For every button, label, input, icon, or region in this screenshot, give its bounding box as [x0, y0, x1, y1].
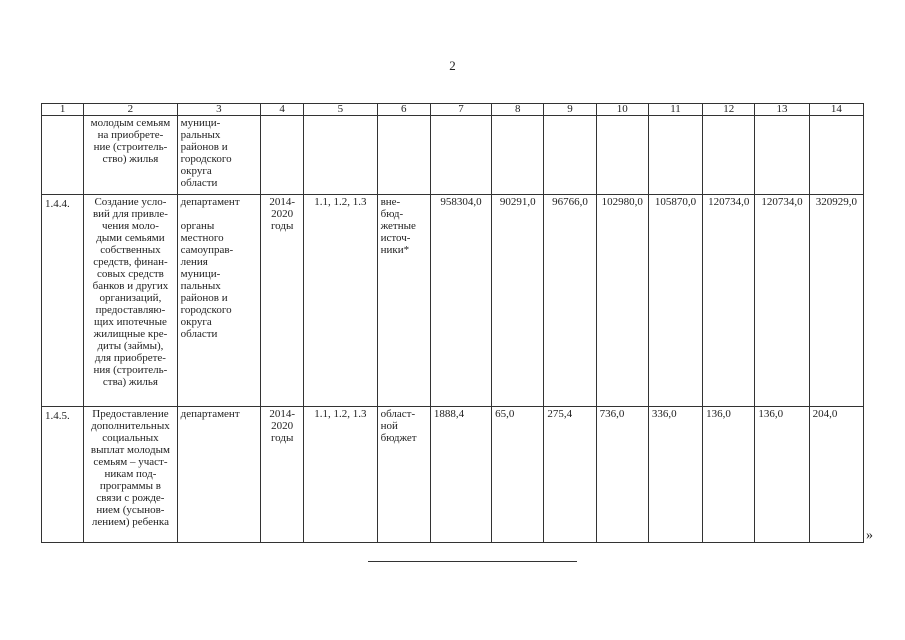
cell-2015: 275,4	[544, 407, 596, 543]
table-cell	[809, 116, 863, 195]
header-cell: 12	[703, 104, 755, 116]
cell-period: 2014- 2020 годы	[261, 407, 304, 543]
executor-extra: органы местного самоуправ- ления муници- пальных районов и городского округа области	[180, 220, 234, 340]
cell-source: вне- бюд- жетные источ- ники*	[377, 195, 430, 407]
cell-indicators: 1.1, 1.2, 1.3	[304, 195, 377, 407]
cell-name: Предоставление дополнительных социальных выплат молодым семьям – участ- никам под- программы в связи с рожде- нием (усынов- лением) ребенка	[84, 407, 177, 543]
footer-divider	[368, 561, 577, 562]
table-cell	[377, 116, 430, 195]
cell-2020: 204,0	[809, 407, 863, 543]
cell-2014: 65,0	[492, 407, 544, 543]
header-cell: 5	[304, 104, 377, 116]
cell-2017: 105870,0	[648, 195, 702, 407]
cell-2020: 320929,0	[809, 195, 863, 407]
cell-executor	[177, 407, 260, 543]
header-cell: 7	[430, 104, 491, 116]
table-row	[42, 195, 864, 407]
header-cell: 13	[755, 104, 809, 116]
header-cell: 4	[261, 104, 304, 116]
cell-total: 958304,0	[430, 195, 491, 407]
header-cell: 10	[596, 104, 648, 116]
cell-2016: 102980,0	[596, 195, 648, 407]
table-cell	[261, 116, 304, 195]
cell-2018: 136,0	[703, 407, 755, 543]
executor-main: департамент	[180, 196, 240, 208]
cell-period: 2014- 2020 годы	[261, 195, 304, 407]
header-cell: 11	[648, 104, 702, 116]
cell-executor: муници- pальных районов и городского округа области	[177, 116, 260, 195]
table-cell	[596, 116, 648, 195]
cell-2019: 120734,0	[755, 195, 809, 407]
header-row	[42, 104, 864, 116]
cell-total: 1888,4	[430, 407, 491, 543]
page-number: 2	[449, 58, 456, 73]
closing-quote: »	[866, 528, 873, 543]
header-cell: 2	[84, 104, 177, 116]
header-cell: 1	[42, 104, 84, 116]
table-cell	[304, 116, 377, 195]
program-table	[41, 103, 864, 543]
table-cell	[42, 116, 84, 195]
cell-number: 1.4.4.	[42, 195, 84, 407]
table-cell	[492, 116, 544, 195]
cell-2015: 96766,0	[544, 195, 596, 407]
table-cell	[703, 116, 755, 195]
cell-name: Создание усло- вий для привле- чения моло- дыми семьями собственных средств, финан- совых средств банков и других организаций, предоставляю- щих ипотечные жилищные кре- диты (займы), для приобрете- ния (строитель- ства) жилья	[84, 195, 177, 407]
cell-2019: 136,0	[755, 407, 809, 543]
cell-indicators: 1.1, 1.2, 1.3	[304, 407, 377, 543]
table-cell	[430, 116, 491, 195]
table-cell	[544, 116, 596, 195]
cell-name: молодым семьям на приобрете- ние (строитель- ство) жилья	[84, 116, 177, 195]
table-row	[42, 407, 864, 543]
cell-2016: 736,0	[596, 407, 648, 543]
executor-main: департамент	[180, 408, 240, 420]
cell-executor	[177, 195, 260, 407]
cell-number: 1.4.5.	[42, 407, 84, 543]
header-cell: 6	[377, 104, 430, 116]
header-cell: 3	[177, 104, 260, 116]
cell-2014: 90291,0	[492, 195, 544, 407]
header-cell: 9	[544, 104, 596, 116]
cell-source: област- ной бюджет	[377, 407, 430, 543]
table-cell	[648, 116, 702, 195]
header-cell: 14	[809, 104, 863, 116]
cell-2018: 120734,0	[703, 195, 755, 407]
table-cell	[755, 116, 809, 195]
cell-2017: 336,0	[648, 407, 702, 543]
table-row	[42, 116, 864, 195]
header-cell: 8	[492, 104, 544, 116]
